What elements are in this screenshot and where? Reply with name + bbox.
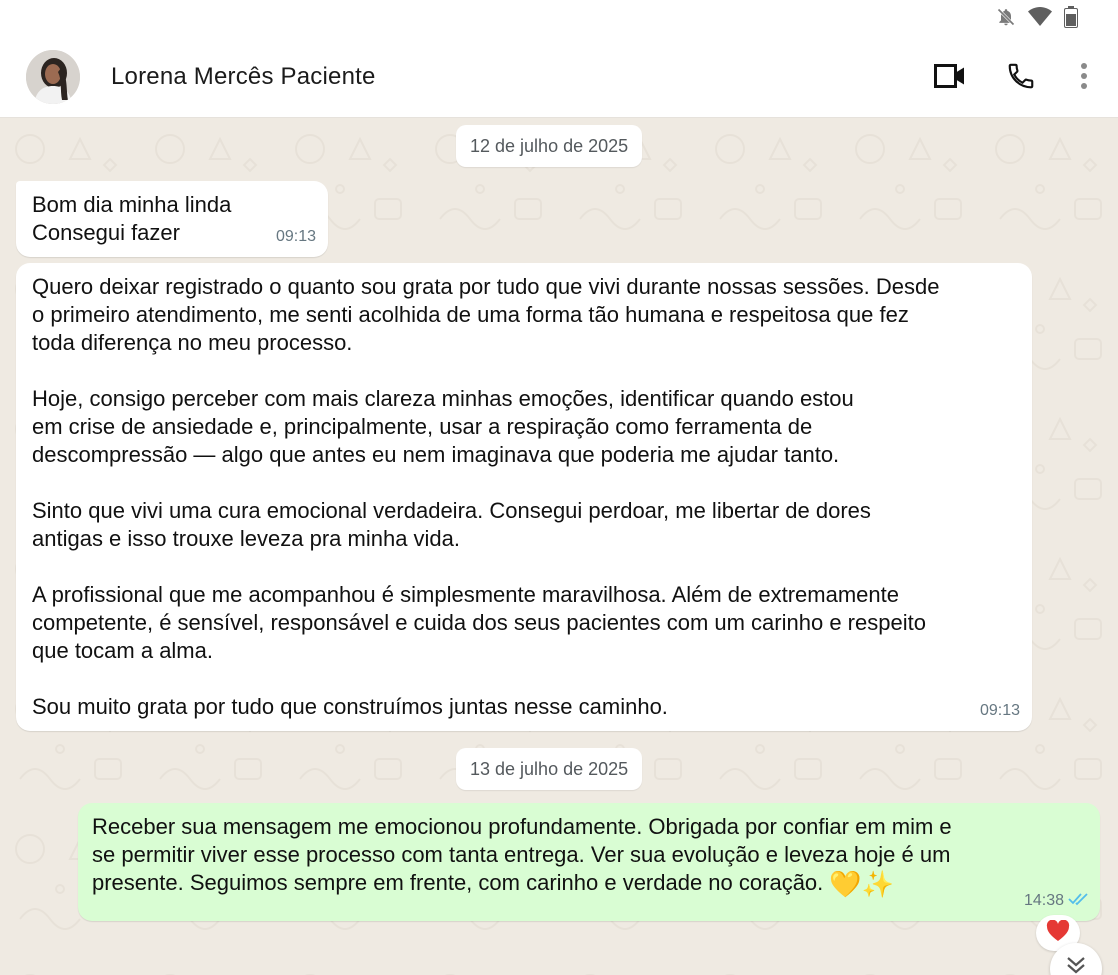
message-time: 09:13	[275, 228, 316, 245]
scroll-down-icon	[1065, 955, 1087, 975]
video-call-icon	[934, 64, 966, 93]
avatar[interactable]	[26, 50, 80, 104]
emoji: 💛✨	[829, 870, 895, 900]
message-outgoing[interactable]	[78, 803, 1100, 921]
message-paragraph: Sou muito grata por tudo que construímos juntas nesse caminho.	[32, 694, 668, 719]
message-paragraph: Hoje, consigo perceber com mais clareza minhas emoções, identificar quando estou em crise de ansiedade e, principalmente, usar a respiração como ferramenta de descompressão — algo que antes eu nem imaginava que poderia me ajudar tanto.	[32, 386, 854, 467]
heart-reaction-icon	[1045, 920, 1071, 947]
status-bar	[0, 0, 1118, 36]
wifi-icon	[1028, 7, 1052, 27]
message-body: Receber sua mensagem me emocionou profundamente. Obrigada por confiar em mim e se permitir viver esse processo com tanta entrega. Ver sua evolução e leveza hoje é um presente. Seguimos sempre em frente, com carinho e verdade no coração.	[92, 814, 952, 895]
message-paragraph: A profissional que me acompanhou é simplesmente maravilhosa. Além de extremamente competente, é sensível, responsável e cuida dos seus pacientes com um carinho e respeito que tocam a alma.	[32, 582, 926, 663]
battery-icon	[1064, 6, 1078, 28]
message-time: 09:13	[979, 702, 1020, 719]
more-options-button[interactable]	[1066, 60, 1102, 96]
status-icons	[996, 6, 1078, 28]
message-line: Bom dia minha linda	[32, 192, 232, 217]
message-text	[92, 813, 1086, 899]
date-separator: 13 de julho de 2025	[456, 748, 642, 790]
bell-off-icon	[996, 7, 1016, 27]
chat-area[interactable]	[0, 119, 1118, 975]
message-incoming[interactable]	[16, 263, 1032, 731]
phone-icon	[1006, 61, 1036, 96]
contact-name[interactable]: Lorena Mercês Paciente	[111, 63, 376, 90]
message-paragraph: Quero deixar registrado o quanto sou grata por tudo que vivi durante nossas sessões. Desde o primeiro atendimento, me senti acolhida de uma forma tão humana e respeitosa que fez toda diferença no meu processo.	[32, 274, 940, 355]
more-vert-icon	[1080, 62, 1088, 95]
chat-header	[0, 36, 1118, 118]
date-separator: 12 de julho de 2025	[456, 125, 642, 167]
voice-call-button[interactable]	[1001, 60, 1041, 96]
message-line: Consegui fazer	[32, 220, 180, 245]
message-incoming[interactable]	[16, 181, 328, 257]
double-check-icon	[1068, 885, 1090, 913]
video-call-button[interactable]	[930, 60, 970, 96]
message-paragraph: Sinto que vivi uma cura emocional verdadeira. Consegui perdoar, me libertar de dores antigas e isso trouxe leveza pra minha vida.	[32, 498, 871, 551]
message-time: 14:38	[1023, 892, 1064, 909]
